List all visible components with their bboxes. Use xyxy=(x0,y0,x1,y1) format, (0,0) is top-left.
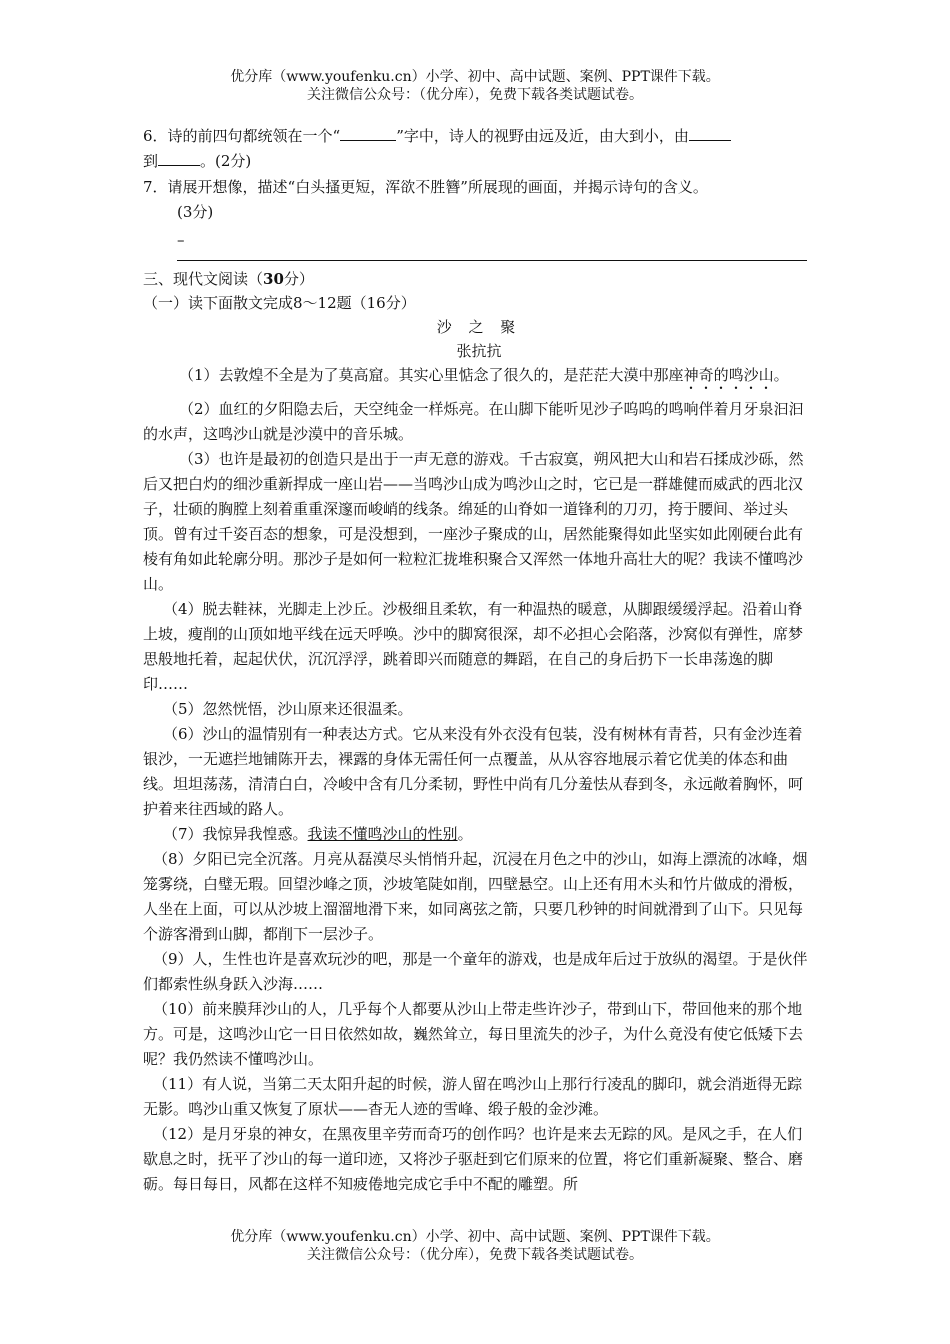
q7-text: 7．请展开想像，描述“白头搔更短，浑欲不胜簪”所展现的画面，并揭示诗句的含义。 xyxy=(143,178,708,196)
essay-paragraph-10: （10）前来膜拜沙山的人，几乎每个人都要从沙山上带走些许沙子，带到山下，带回他来的那个地方。可是，这鸣沙山它一日日依然如故，巍然耸立，每日里流失的沙子，为什么竟没有使它低矮下去呢？我仍然读不懂鸣沙山。 xyxy=(143,1000,804,1068)
essay-paragraph-2: （2）血红的夕阳隐去后，天空纯金一样烁亮。在山脚下能听见沙子呜呜的鸣响伴着月牙泉汩汩的水声，这鸣沙山就是沙漠中的音乐城。 xyxy=(143,400,804,443)
p1-emphasis: 神奇的鸣沙山 xyxy=(683,366,774,384)
q6-blank-2[interactable] xyxy=(689,124,731,141)
q6-text-4: 。(2分) xyxy=(200,152,252,170)
essay-paragraph-4: （4）脱去鞋袜，光脚走上沙丘。沙极细且柔软，有一种温热的暖意，从脚跟缓缓浮起。沿着山脊上坡，瘦削的山顶如地平线在远天呼唤。沙中的脚窝很深，却不必担心会陷落，沙窝似有弹性，席梦思般地托着，起起伏伏，沉沉浮浮，跳着即兴而随意的舞蹈，在自己的身后扔下一长串荡逸的脚印…… xyxy=(143,600,804,693)
p7-text: （7）我惊异我惶惑。 xyxy=(163,825,308,843)
essay-title: 沙 之 聚 xyxy=(436,318,522,336)
footer-line-1: 优分库（www.youfenku.cn）小学、初中、高中试题、案例、PPT课件下载。 xyxy=(230,1229,720,1245)
section-3-label: 三、现代文阅读（ xyxy=(143,270,264,288)
question-7 xyxy=(143,174,815,200)
header-line-2: 关注微信公众号：（优分库），免费下载各类试题试卷。 xyxy=(307,87,643,103)
q6-blank-1[interactable] xyxy=(340,124,396,141)
q7-score: (3分) xyxy=(177,203,214,221)
q7-answer-mark: – xyxy=(177,231,185,249)
q6-blank-3[interactable] xyxy=(158,149,200,166)
essay-paragraph-12: （12）是月牙泉的神女，在黑夜里辛劳而奇巧的创作吗？也许是来去无踪的风。是风之手，在人们歇息之时，抚平了沙山的每一道印迹，又将沙子驱赶到它们原来的位置，将它们重新凝聚、整合、磨砺。每日每日，风都在这样不知疲倦地完成它手中不配的雕塑。所 xyxy=(143,1125,804,1193)
q7-answer-line[interactable] xyxy=(177,252,807,261)
p1-end: 。 xyxy=(773,366,789,384)
essay-paragraph-5: （5）忽然恍悟，沙山原来还很温柔。 xyxy=(163,700,413,718)
footer-line-2: 关注微信公众号：（优分库），免费下载各类试题试卷。 xyxy=(307,1247,643,1263)
page-footer xyxy=(0,1228,950,1264)
essay-paragraph-3: （3）也许是最初的创造只是出于一声无意的游戏。千古寂寞，朔风把大山和岩石揉成沙砾，然后又把白灼的细沙重新捍成一座山岩——当鸣沙山成为鸣沙山之时，它已是一群雄健而威武的西北汉子，壮硕的胸膛上刻着重重深邃而峻峭的线条。绵延的山脊如一道锋利的刀刃，挎于腰间、举过头顶。曾有过千姿百态的想象，可是没想到，一座沙子聚成的山，居然能聚得如此坚实如此刚硬台此有棱有角如此轮廓分明。那沙子是如何一粒粒汇拢堆积聚合又浑然一体地升高壮大的呢？我读不懂鸣沙山。 xyxy=(143,450,804,593)
essay-paragraph-1 xyxy=(143,363,815,393)
essay-paragraph-6: （6）沙山的温情别有一种表达方式。它从来没有外衣没有包装，没有树林有青苔，只有金沙连着银沙，一无遮拦地铺陈开去，裸露的身体无需任何一点覆盖，从从容容地展示着它优美的体态和曲线。坦坦荡荡，清清白白，冷峻中含有几分柔韧，野性中尚有几分羞怯从春到冬，永远敞着胸怀，呵护着来往西域的路人。 xyxy=(143,725,804,818)
essay-author: 张抗抗 xyxy=(456,342,502,360)
essay-paragraph-7 xyxy=(143,822,815,847)
section-3-score: 30 xyxy=(263,270,284,288)
essay-paragraph-8: （8）夕阳已完全沉落。月亮从磊漠尽头悄悄升起，沉浸在月色之中的沙山，如海上漂流的冰峰，烟笼雾绕，白璧无瑕。回望沙峰之顶，沙坡笔陡如削，四壁悬空。山上还有用木头和竹片做成的滑板，人坐在上面，可以从沙坡上溜溜地滑下来，如同离弦之箭，只要几秒钟的时间就滑到了山下。只见每个游客滑到山脚，都削下一层沙子。 xyxy=(143,850,808,943)
q6-text-1: 6．诗的前四句都统领在一个“ xyxy=(143,127,341,145)
p7-end: 。 xyxy=(457,825,473,843)
essay-paragraph-9: （9）人，生性也许是喜欢玩沙的吧，那是一个童年的游戏，也是成年后过于放纵的渴望。于是伙伴们都索性纵身跃入沙海…… xyxy=(143,950,808,993)
exam-content xyxy=(143,124,815,1197)
page-header xyxy=(0,68,950,104)
q6-text-2: ”字中，诗人的视野由远及近，由大到小，由 xyxy=(396,127,689,145)
essay-paragraph-11: （11）有人说，当第二天太阳升起的时候，游人留在鸣沙山上那行行凌乱的脚印，就会消逝得无踪无影。鸣沙山重又恢复了原状——杳无人迹的雪峰、缎子般的金沙滩。 xyxy=(143,1075,803,1118)
section-3-suffix: 分） xyxy=(283,270,314,288)
p7-underlined: 我读不懂鸣沙山的性别 xyxy=(307,825,458,843)
p1-text: （1）去敦煌不全是为了莫高窟。其实心里惦念了很久的，是茫茫大漠中那座 xyxy=(179,366,684,384)
header-line-1: 优分库（www.youfenku.cn）小学、初中、高中试题、案例、PPT课件下载。 xyxy=(230,69,720,85)
subsection-1-heading: （一）读下面散文完成8～12题（16分） xyxy=(143,294,416,312)
q6-text-3: 到 xyxy=(143,152,159,170)
question-6 xyxy=(143,124,815,174)
section-3-heading xyxy=(143,267,815,291)
